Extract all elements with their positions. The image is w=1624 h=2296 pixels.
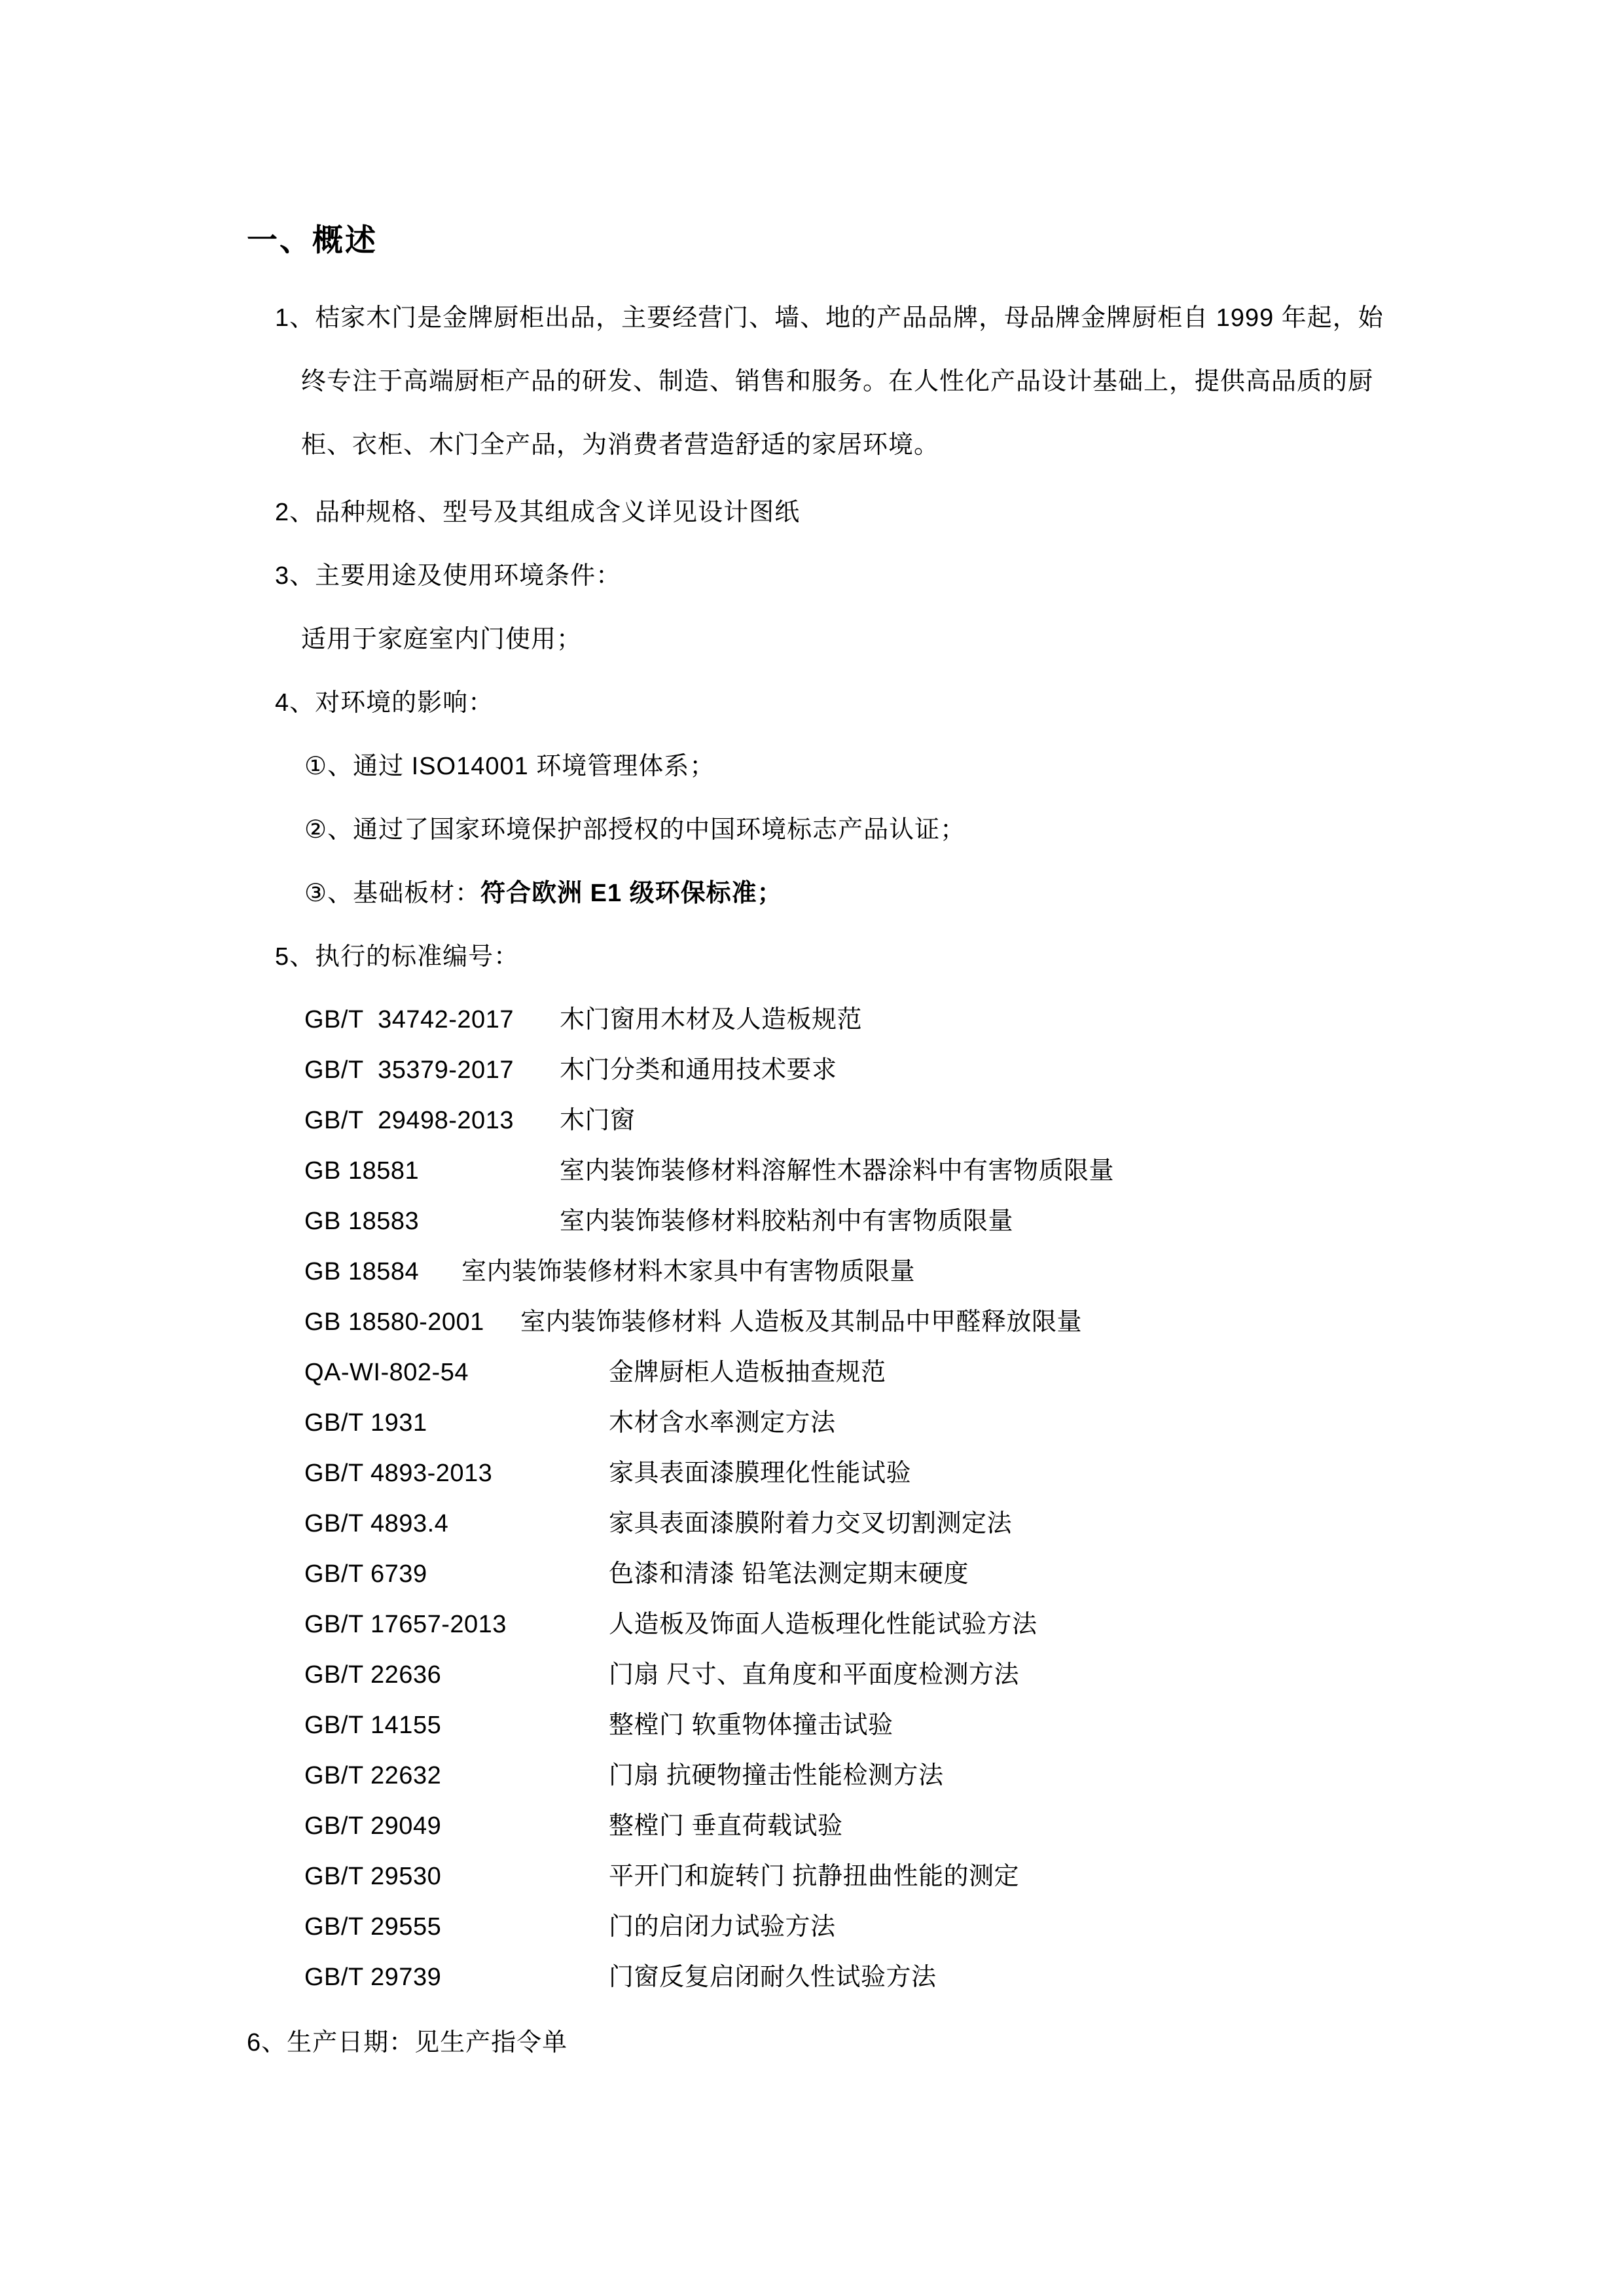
standard-title: 金牌厨柜人造板抽查规范 <box>609 1359 886 1386</box>
standard-row <box>304 1196 1624 1247</box>
standard-row <box>304 1902 1624 1952</box>
item-4-sub-3-bold-text: 符合欧洲 E1 级环保标准； <box>480 880 783 907</box>
standard-row <box>304 1700 1624 1751</box>
standard-title: 人造板及饰面人造板理化性能试验方法 <box>609 1611 1038 1638</box>
standard-code: GB 18580-2001 <box>304 1308 484 1336</box>
standard-title: 平开门和旋转门 抗静扭曲性能的测定 <box>609 1863 1020 1890</box>
standards-list <box>0 995 1624 2003</box>
item-3-sub: 适用于家庭室内门使用； <box>301 626 583 653</box>
standard-row <box>304 1801 1624 1852</box>
item-4-sub-3-prefix: ③、基础板材： <box>304 880 481 907</box>
standard-title: 室内装饰装修材料溶解性木器涂料中有害物质限量 <box>560 1157 1115 1185</box>
document-body <box>0 287 1624 2075</box>
item-1-paragraph <box>0 287 1624 477</box>
standard-row <box>304 1045 1624 1096</box>
standard-row <box>304 1398 1624 1448</box>
standard-title: 室内装饰装修材料木家具中有害物质限量 <box>461 1258 916 1285</box>
page-title: 一、概述 <box>247 223 378 257</box>
standard-row <box>304 1247 1624 1297</box>
standard-row <box>304 1852 1624 1902</box>
standard-code: GB/T 14155 <box>304 1712 442 1739</box>
standard-code: GB/T 29049 <box>304 1812 442 1840</box>
standard-row <box>304 1348 1624 1398</box>
item-3: 3、主要用途及使用环境条件： <box>275 562 622 590</box>
standard-code: GB/T 4893-2013 <box>304 1460 493 1487</box>
item-5: 5、执行的标准编号： <box>275 943 520 971</box>
item-4-sub-2: ②、通过了国家环境保护部授权的中国环境标志产品认证； <box>304 816 966 844</box>
standard-title: 门的启闭力试验方法 <box>609 1913 836 1941</box>
standard-code: GB/T 35379-2017 <box>304 1056 514 1084</box>
paragraph-line: 1、桔家木门是金牌厨柜出品，主要经营门、墙、地的产品品牌，母品牌金牌厨柜自 1999 年起，始 <box>275 304 1384 332</box>
standard-title: 木门窗 <box>560 1107 636 1134</box>
standard-code: GB/T 17657-2013 <box>304 1611 507 1638</box>
item-4-sub-1: ①、通过 ISO14001 环境管理体系； <box>304 753 715 780</box>
standard-code: GB/T 6739 <box>304 1560 427 1588</box>
standard-title: 色漆和清漆 铅笔法测定期末硬度 <box>609 1560 969 1588</box>
standard-row <box>304 1448 1624 1499</box>
item-4-sub-3 <box>304 862 1624 925</box>
standard-title: 木材含水率测定方法 <box>609 1409 836 1437</box>
standard-row <box>304 1499 1624 1549</box>
paragraph-line: 终专注于高端厨柜产品的研发、制造、销售和服务。在人性化产品设计基础上，提供高品质的厨 <box>301 368 1374 395</box>
standard-code: GB/T 22636 <box>304 1661 442 1689</box>
standard-title: 门窗反复启闭耐久性试验方法 <box>609 1964 937 1991</box>
standard-title: 室内装饰装修材料胶粘剂中有害物质限量 <box>560 1208 1014 1235</box>
standard-row <box>304 1650 1624 1700</box>
standard-code: GB/T 29498-2013 <box>304 1107 514 1134</box>
standard-row <box>304 1549 1624 1600</box>
standard-row <box>304 995 1624 1045</box>
standard-code: GB/T 29739 <box>304 1964 442 1991</box>
item-6: 6、生产日期：见生产指令单 <box>247 2029 568 2056</box>
standard-code: GB 18584 <box>304 1258 420 1285</box>
standard-title: 室内装饰装修材料 人造板及其制品中甲醛释放限量 <box>520 1308 1083 1336</box>
standard-title: 门扇 抗硬物撞击性能检测方法 <box>609 1762 944 1789</box>
item-2: 2、品种规格、型号及其组成含义详见设计图纸 <box>275 499 801 526</box>
standard-code: GB/T 29555 <box>304 1913 442 1941</box>
standard-title: 门扇 尺寸、直角度和平面度检测方法 <box>609 1661 1020 1689</box>
standard-code: QA-WI-802-54 <box>304 1359 469 1386</box>
standard-row <box>304 1297 1624 1348</box>
standard-code: GB/T 22632 <box>304 1762 442 1789</box>
standard-title: 整樘门 垂直荷载试验 <box>609 1812 843 1840</box>
standard-row <box>304 1600 1624 1650</box>
standard-code: GB 18583 <box>304 1208 420 1235</box>
standard-title: 家具表面漆膜附着力交叉切割测定法 <box>609 1510 1013 1537</box>
standard-code: GB 18581 <box>304 1157 420 1185</box>
standard-row <box>304 1751 1624 1801</box>
standard-title: 整樘门 软重物体撞击试验 <box>609 1712 893 1739</box>
paragraph-line: 柜、衣柜、木门全产品，为消费者营造舒适的家居环境。 <box>301 431 940 459</box>
standard-title: 家具表面漆膜理化性能试验 <box>609 1460 912 1487</box>
standard-title: 木门分类和通用技术要求 <box>560 1056 837 1084</box>
standard-code: GB/T 1931 <box>304 1409 427 1437</box>
standard-row <box>304 1146 1624 1196</box>
standard-code: GB/T 34742-2017 <box>304 1006 514 1033</box>
standard-row <box>304 1952 1624 2003</box>
standard-code: GB/T 4893.4 <box>304 1510 449 1537</box>
standard-title: 木门窗用木材及人造板规范 <box>560 1006 863 1033</box>
item-4: 4、对环境的影响： <box>275 689 494 717</box>
standard-code: GB/T 29530 <box>304 1863 442 1890</box>
standard-row <box>304 1096 1624 1146</box>
